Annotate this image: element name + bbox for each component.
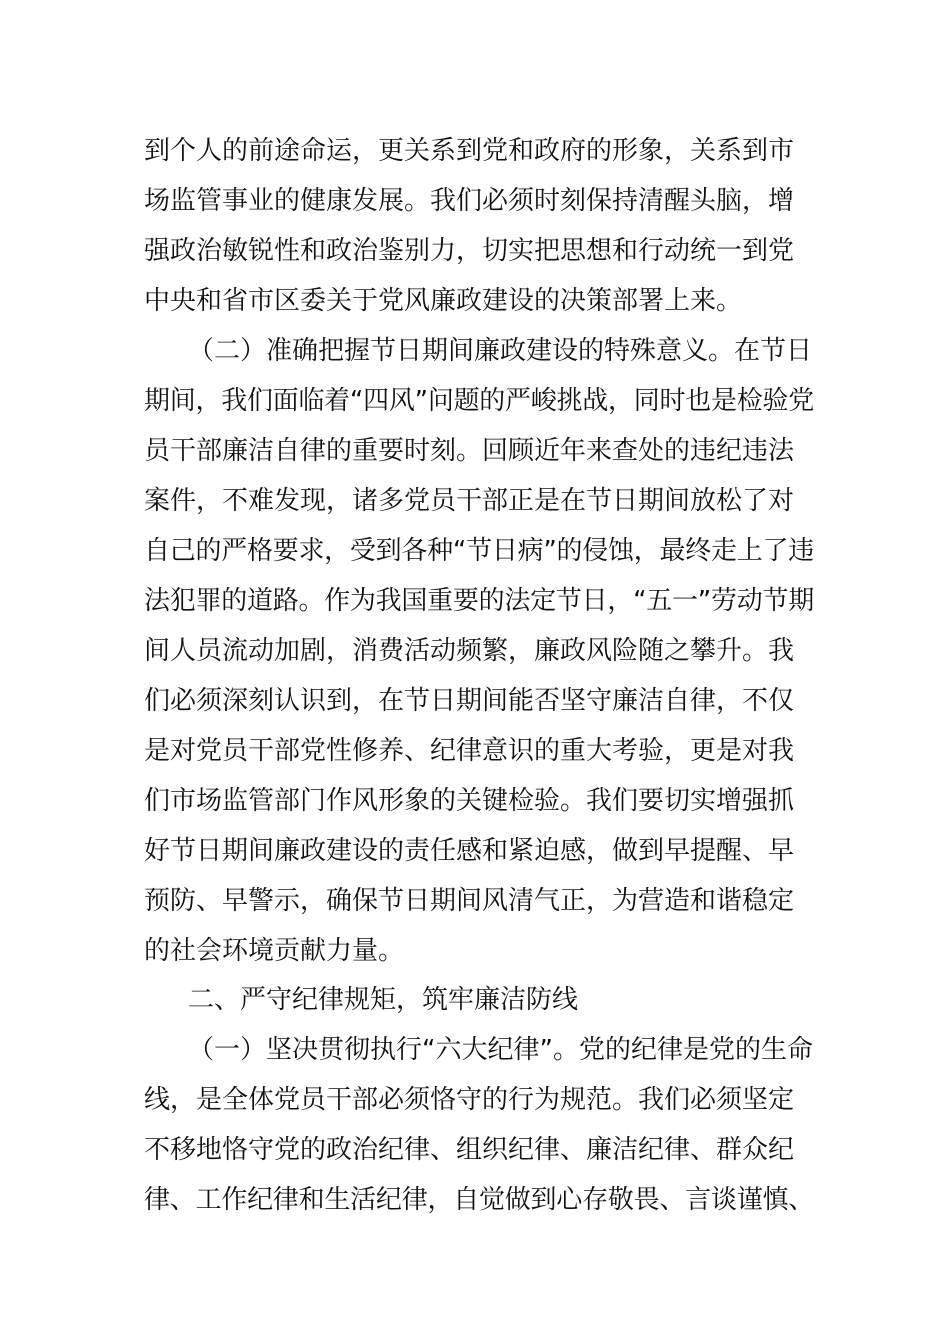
text-line: 的社会环境贡献力量。: [144, 936, 405, 966]
text-line: 间人员流动加剧，消费活动频繁，廉政风险随之攀升。我: [144, 636, 795, 666]
text-line: 线，是全体党员干部必须恪守的行为规范。我们必须坚定: [144, 1085, 795, 1115]
text-line: （二）准确把握节日期间廉政建设的特殊意义。在节日: [188, 336, 813, 366]
text-line: 员干部廉洁自律的重要时刻。回顾近年来查处的违纪违法: [144, 436, 795, 466]
text-line: 到个人的前途命运，更关系到党和政府的形象，关系到市: [144, 136, 795, 166]
text-line: 期间，我们面临着“四风”问题的严峻挑战，同时也是检验党: [144, 386, 814, 416]
text-line: 场监管事业的健康发展。我们必须时刻保持清醒头脑，增: [144, 186, 795, 216]
text-line: 强政治敏锐性和政治鉴别力，切实把思想和行动统一到党: [144, 236, 795, 266]
text-line: 好节日期间廉政建设的责任感和紧迫感，做到早提醒、早: [144, 836, 795, 866]
text-line: 们市场监管部门作风形象的关键检验。我们要切实增强抓: [144, 786, 795, 816]
text-line: 中央和省市区委关于党风廉政建设的决策部署上来。: [144, 286, 743, 316]
text-line: 案件，不难发现，诸多党员干部正是在节日期间放松了对: [144, 486, 795, 516]
text-line: 是对党员干部党性修养、纪律意识的重大考验，更是对我: [144, 736, 795, 766]
text-line: 二、严守纪律规矩，筑牢廉洁防线: [188, 985, 579, 1015]
text-line: 法犯罪的道路。作为我国重要的法定节日，“五一”劳动节期: [144, 586, 814, 616]
text-line: 预防、早警示，确保节日期间风清气正，为营造和谐稳定: [144, 886, 795, 916]
text-line: 不移地恪守党的政治纪律、组织纪律、廉洁纪律、群众纪: [144, 1135, 795, 1165]
text-line: 们必须深刻认识到，在节日期间能否坚守廉洁自律，不仅: [144, 686, 795, 716]
text-line: （一）坚决贯彻执行“六大纪律”。党的纪律是党的生命: [188, 1035, 813, 1065]
text-line: 律、工作纪律和生活纪律，自觉做到心存敬畏、言谈谨慎、: [144, 1185, 815, 1215]
text-line: 自己的严格要求，受到各种“节日病”的侵蚀，最终走上了违: [144, 536, 814, 566]
